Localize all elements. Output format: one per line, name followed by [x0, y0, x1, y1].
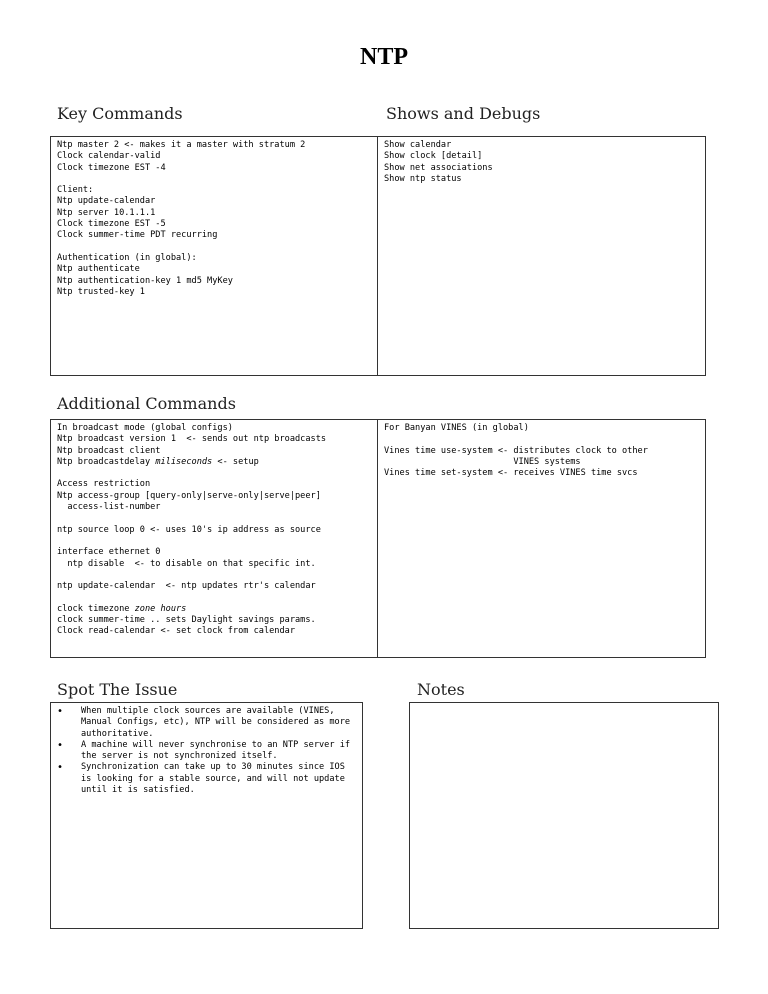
shows-debugs-cell: [378, 137, 705, 375]
additional-left-cell: [51, 420, 378, 657]
text-span: Ntp broadcastdelay: [57, 456, 156, 467]
spot-issue-heading: Spot The Issue: [57, 680, 178, 699]
text-line: Ntp update-calendar: [57, 196, 156, 207]
text-line: Clock calendar-valid: [57, 151, 161, 162]
page-title: NTP: [360, 44, 408, 70]
additional-commands-table: [50, 419, 706, 658]
text-line: For Banyan VINES (in global): [384, 423, 529, 433]
issue-list: [53, 706, 358, 796]
text-line: clock summer-time .. sets Daylight savings params.: [57, 615, 316, 626]
text-line: Show net associations: [384, 162, 493, 173]
text-line: Ntp trusted-key 1: [57, 286, 145, 297]
text-line: Authentication (in global):: [57, 252, 197, 263]
key-commands-cell: [51, 137, 378, 375]
italic-placeholder: zone hours: [134, 603, 187, 614]
key-commands-table: [50, 136, 706, 376]
text-line: Ntp authenticate: [57, 264, 140, 275]
text-line: Vines time set-system <- receives VINES time svcs: [384, 468, 638, 479]
text-span: clock timezone: [57, 603, 135, 614]
text-line: Client:: [57, 185, 94, 196]
text-line: Ntp broadcast client: [57, 445, 161, 456]
text-line: [57, 174, 372, 185]
text-line: ntp source loop 0 <- uses 10's ip address as source: [57, 524, 321, 535]
additional-commands-heading: Additional Commands: [57, 394, 236, 413]
text-line: interface ethernet 0: [57, 547, 161, 558]
text-line: Clock summer-time PDT recurring: [57, 230, 218, 241]
text-line: [57, 604, 376, 615]
text-line: [384, 434, 699, 445]
list-item: • When multiple clock sources are available (VINES, Manual Configs, etc), NTP will be considered as more authoritative.: [53, 706, 358, 740]
list-item: • A machine will never synchronise to an NTP server if the server is not synchronized itself.: [53, 740, 358, 763]
shows-debugs-heading: Shows and Debugs: [386, 104, 541, 123]
text-line: Ntp broadcast version 1 <- sends out ntp broadcasts: [57, 434, 327, 445]
italic-placeholder: miliseconds: [155, 456, 213, 467]
text-line: Vines time use-system <- distributes clock to other: [384, 445, 648, 456]
text-line: Show calendar: [384, 140, 452, 150]
text-line: In broadcast mode (global configs): [57, 423, 233, 433]
text-line: Access restriction: [57, 479, 151, 490]
text-line: [57, 242, 372, 253]
notes-heading: Notes: [417, 680, 465, 699]
text-line: Ntp authentication-key 1 md5 MyKey: [57, 275, 233, 286]
text-line: ntp update-calendar <- ntp updates rtr's calendar: [57, 581, 316, 592]
notes-box: [409, 702, 719, 929]
text-line: Show clock [detail]: [384, 151, 483, 162]
key-commands-heading: Key Commands: [57, 104, 183, 123]
text-line: Clock read-calendar <- set clock from calendar: [57, 626, 295, 637]
text-line: VINES systems: [384, 456, 581, 467]
text-line: access-list-number: [57, 502, 161, 513]
text-line: ntp disable <- to disable on that specific int.: [57, 558, 316, 569]
list-item: • Synchronization can take up to 30 minutes since IOS is looking for a stable source, and will not update until it is satisfied.: [53, 762, 358, 796]
spot-issue-box: [50, 702, 363, 929]
text-line: Clock timezone EST -5: [57, 219, 166, 230]
text-line: Ntp master 2 <- makes it a master with stratum 2: [57, 140, 306, 150]
additional-right-cell: [378, 420, 705, 657]
text-line: Show ntp status: [384, 173, 462, 184]
text-line: Clock timezone EST -4: [57, 162, 166, 173]
text-span: <- setup: [212, 456, 259, 467]
text-line: [57, 457, 376, 468]
text-line: Ntp server 10.1.1.1: [57, 207, 156, 218]
text-line: Ntp access-group [query-only|serve-only|serve|peer]: [57, 490, 321, 501]
